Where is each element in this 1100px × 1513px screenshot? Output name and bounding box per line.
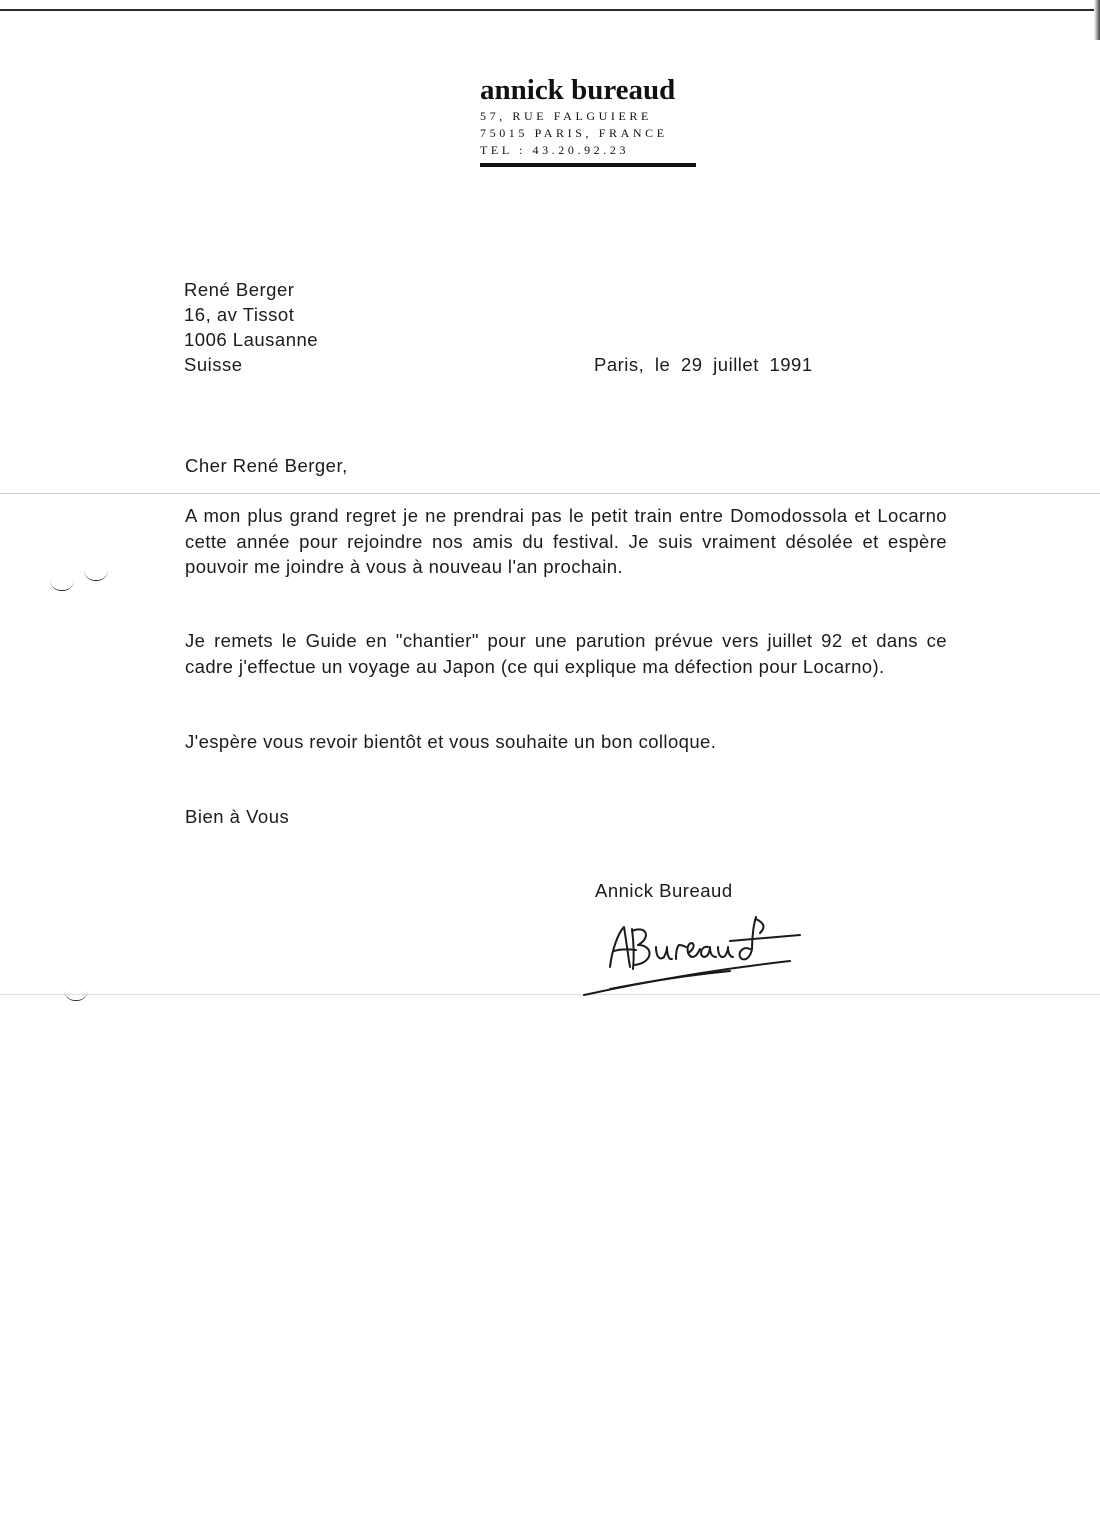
- scan-corner-shadow: [1094, 0, 1100, 40]
- letterhead-address-line1: 57, RUE FALGUIERE: [480, 109, 652, 123]
- salutation: Cher René Berger,: [185, 455, 348, 476]
- fold-mark: [64, 990, 88, 1001]
- recipient-street: 16, av Tissot: [184, 304, 295, 325]
- closing: Bien à Vous: [185, 806, 290, 827]
- fold-mark: [50, 580, 74, 591]
- fold-mark: [84, 570, 108, 581]
- body-paragraph: A mon plus grand regret je ne prendrai pas le petit train entre Domodossola et Locarno cette année pour rejoindre nos amis du festival. Je suis vraiment désolée et espère pouvoir me joindre à vous à nouveau l'an prochain.: [185, 505, 947, 577]
- recipient-country: Suisse: [184, 354, 243, 375]
- recipient-name: René Berger: [184, 279, 295, 300]
- letterhead-rule: [480, 163, 696, 167]
- scan-top-edge: [0, 9, 1100, 11]
- signer-name: Annick Bureaud: [595, 880, 733, 901]
- recipient-address: [184, 277, 318, 377]
- letterhead-address-line2: 75015 PARIS, FRANCE: [480, 126, 668, 140]
- fold-line-lower: [0, 994, 1100, 995]
- handwritten-signature: [580, 905, 810, 1000]
- fold-line-upper: [0, 493, 1100, 494]
- letterhead: [480, 72, 698, 167]
- letterhead-name: annick bureaud: [480, 74, 676, 106]
- letterhead-phone: TEL : 43.20.92.23: [480, 143, 630, 157]
- recipient-city: 1006 Lausanne: [184, 329, 319, 350]
- body-paragraph: J'espère vous revoir bientôt et vous souhaite un bon colloque.: [185, 731, 717, 752]
- letter-date: Paris, le 29 juillet 1991: [594, 354, 813, 375]
- body-paragraph: Je remets le Guide en "chantier" pour une parution prévue vers juillet 92 et dans ce cadre j'effectue un voyage au Japon (ce qui explique ma défection pour Locarno).: [185, 630, 947, 677]
